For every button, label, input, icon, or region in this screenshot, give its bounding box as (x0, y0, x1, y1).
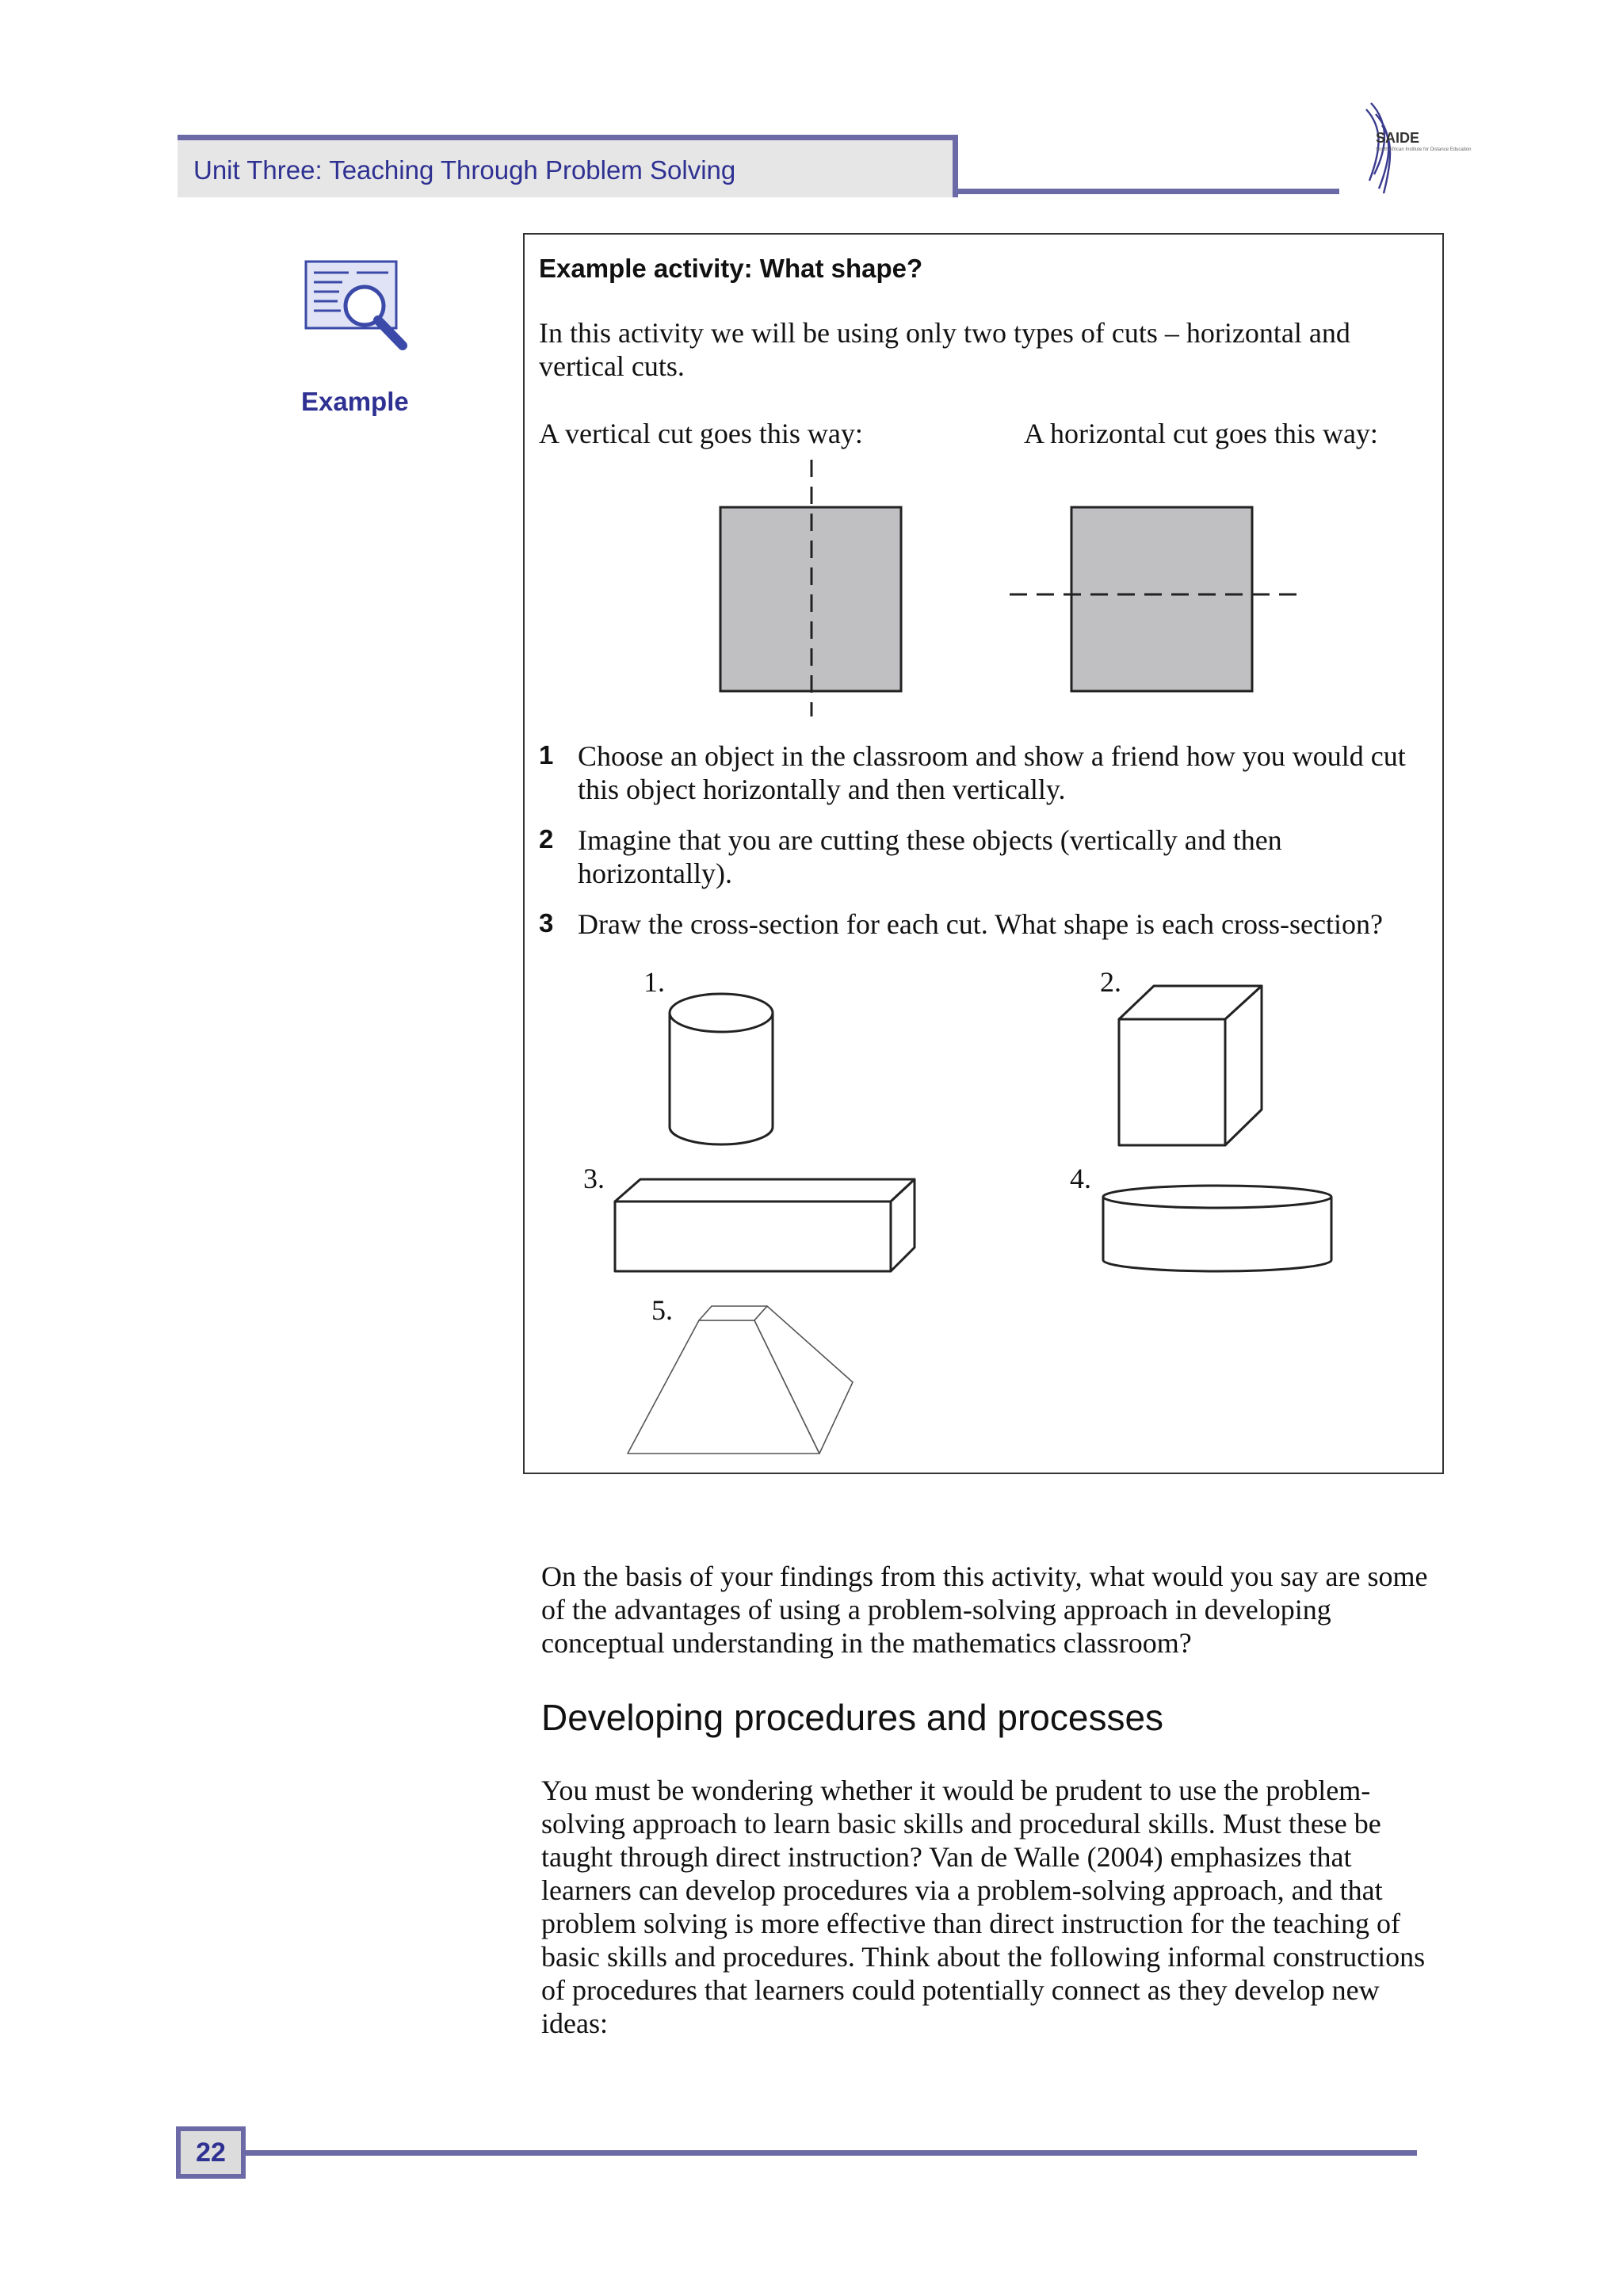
shape-label-5: 5. (651, 1294, 673, 1326)
flat-cylinder-shape (1100, 1182, 1335, 1274)
cylinder-shape (666, 991, 777, 1149)
frustum-shape (626, 1300, 856, 1458)
logo-wordmark: SAIDE (1376, 130, 1420, 146)
shape-label-3: 3. (583, 1163, 605, 1194)
body-paragraph-2: You must be wondering whether it would be prudent to use the problem-solving approach to learn basic skills and procedural skills. Must these be taught through direct instruction? Van de Walle (2004) emphasizes that learners can develop procedures via a problem-solving approach, and that problem solving is more effective than direct instruction for the teaching of basic skills and procedures. Think about the following informal constructions of procedures that learners could potentially connect as they develop new ideas: (541, 1775, 1426, 2039)
activity-intro: In this activity we will be using only two types of cuts – horizontal and vertical cuts. (539, 317, 1350, 382)
question-number-3: 3 (539, 908, 554, 938)
question-text-1: Choose an object in the classroom and show a friend how you would cut this object horizontally and then vertically. (578, 740, 1406, 805)
shape-label-1: 1. (643, 966, 665, 998)
activity-title: Example activity: What shape? (539, 254, 923, 283)
question-number-1: 1 (539, 740, 554, 770)
rectangular-prism-shape (613, 1176, 918, 1274)
body-paragraph-1: On the basis of your findings from this activity, what would you say are some of the advantages of using a problem-solving approach in developing conceptual understanding in the mathematics classroom? (541, 1561, 1428, 1659)
cube-shape (1117, 983, 1268, 1149)
vertical-cut-label: A vertical cut goes this way: (539, 418, 863, 449)
example-label: Example (301, 387, 409, 416)
horizontal-cut-diagram (1008, 506, 1301, 696)
question-text-2: Imagine that you are cutting these objects (vertically and then horizontally). (578, 824, 1282, 889)
logo-subtext: South African Institute for Distance Education (1376, 147, 1472, 152)
question-text-3: Draw the cross-section for each cut. What shape is each cross-section? (578, 908, 1383, 940)
horizontal-cut-label: A horizontal cut goes this way: (1024, 418, 1378, 449)
shape-label-4: 4. (1070, 1163, 1091, 1194)
unit-title: Unit Three: Teaching Through Problem Solving (193, 155, 736, 185)
vertical-cut-diagram (713, 458, 903, 720)
section-heading: Developing procedures and processes (541, 1697, 1164, 1738)
question-number-2: 2 (539, 824, 554, 854)
page-number: 22 (176, 2126, 246, 2179)
shape-label-2: 2. (1100, 966, 1121, 998)
footer-rule (246, 2150, 1417, 2156)
saide-logo (1347, 98, 1472, 197)
header-rule (953, 189, 1339, 194)
magnifier-document-icon (301, 258, 412, 353)
